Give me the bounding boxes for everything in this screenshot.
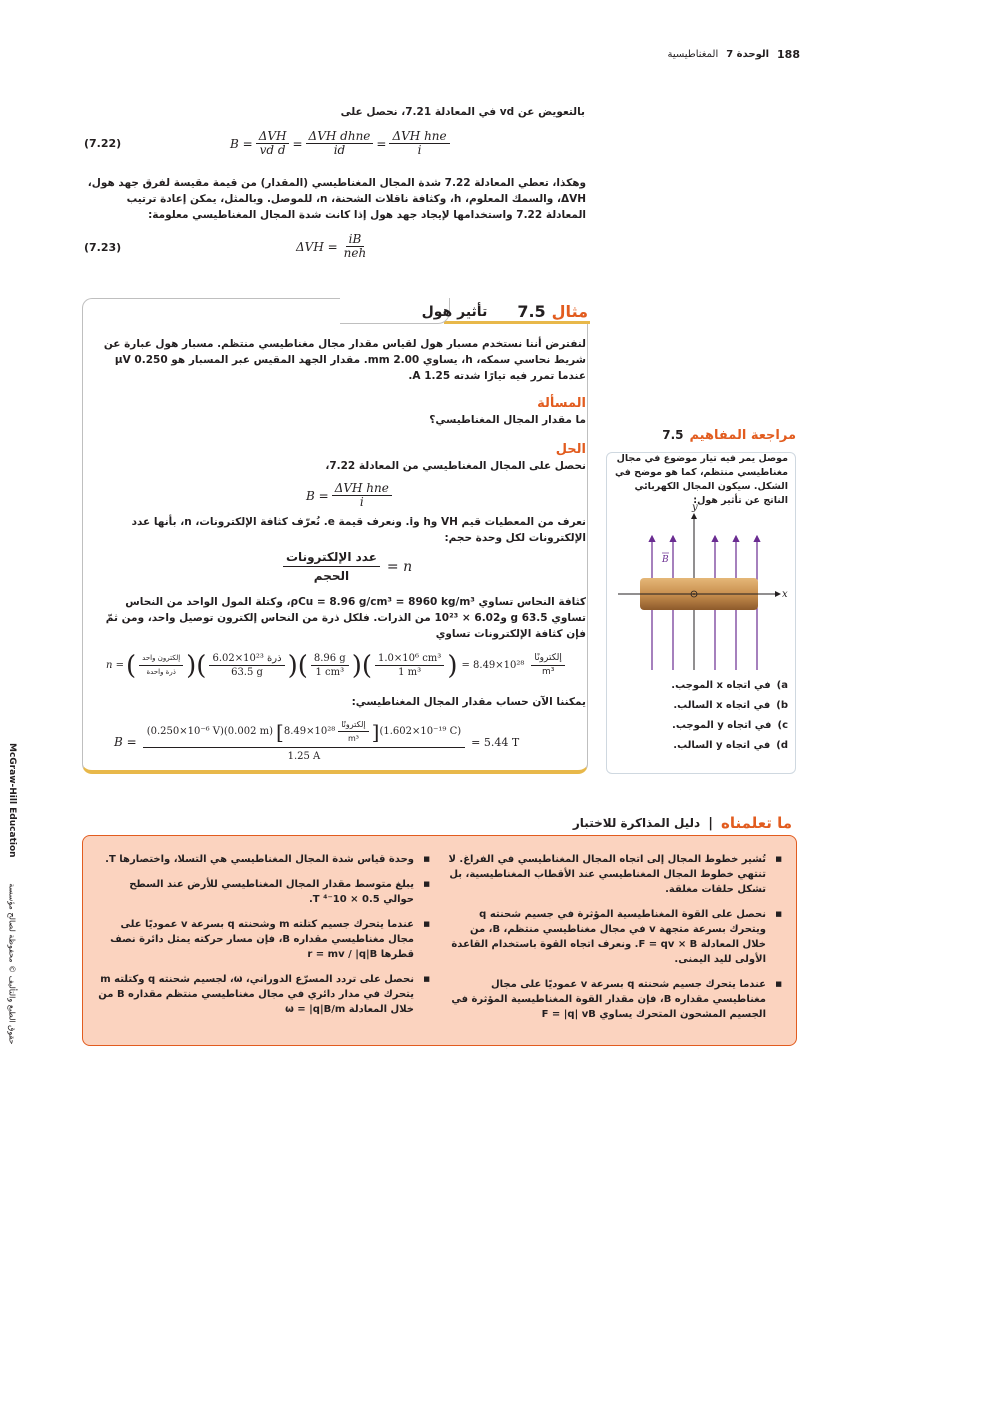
eq-723-number: (7.23) — [84, 241, 122, 254]
example-problem: لنفترض أننا نستخدم مسبار هول لقياس مقدار مجال مغناطيسي منتظم. مسبار هول عبارة عن شريط نحاسي سمكه، h، يساوي 2.00 mm. مقدار الجهد المقيس عبر المسبار هو 0.250 μV عندما تمرر فيه تيارًا شدته 1.25 A. — [103, 338, 586, 382]
intro-paragraph: وهكذا، تعطي المعادلة 7.22 شدة المجال المغناطيسي (المقدار) من قيمة مقيسة لفرق جهد هول، ΔVH، والسمك المعلوم، h، وكثافة ناقلات الشحنة، n، للموصل. وبالمثل، يمكن إعادة ترتيب المعادلة 7.22 واستخدامها لإيجاد جهد هول إذا كانت شدة المجال المغناطيسي معلومة: — [87, 177, 586, 221]
solution-text3: كثافة النحاس تساوي ρCu = 8.96 g/cm³ = 8960 kg/m³، وكتلة المول الواحد من النحاس تساوي 63.5 g و6.02 × 10²³ من الذرات. فلكل ذرة من النحاس إلكترون توصيل واحد، ومن ثمّ فإن كثافة الإلكترونات تساوي — [105, 596, 586, 640]
option-d[interactable] — [612, 740, 788, 751]
summary-heading — [500, 814, 792, 832]
question-heading: المسألة — [537, 396, 586, 411]
solution-text2: نعرف من المعطيات قيم VH وh وi. ونعرف قيمة e. نُعرّف كثافة الإلكترونات، n، بأنها عدد الإلكترونات لكل وحدة حجم: — [131, 516, 586, 544]
summary-item: ■ نحصل على القوة المغناطيسية المؤثرة في جسيم شحنته q ويتحرك بسرعة متجهة v في مجال مغناطيسي منتظم، B، من خلال المعادلة F = qv × B. ونعرف اتجاه القوة باستخدام القاعدة الأولى لليد اليمنى. — [448, 907, 782, 967]
concept-review-text: موصل يمر فيه تيار موضوع في مجال مغناطيسي منتظم، كما هو موضح في الشكل. سيكون المجال الكهربائي الناتج عن تأثير هول: — [615, 453, 788, 506]
example-number: 7.5 — [517, 302, 546, 321]
option-letter: a) — [776, 680, 788, 691]
option-text: في اتجاه y السالب. — [673, 740, 771, 751]
solution-eq1: B = $\frac{\text{ΔVH hne}}{i}$ — [306, 482, 395, 509]
summary-right-column — [448, 852, 782, 1032]
eq-722: B = $\frac{\text{ΔVH}}{\text{vd d}}$ = $\frac{\text{ΔVH dhne}}{id}$ = $\frac{\text{ΔVH hne}}{i}$ — [230, 130, 453, 157]
summary-item: ■ تُشير خطوط المجال إلى اتجاه المجال المغناطيسي في الفراغ. لا تنتهي خطوط المجال المغناطيسي عند الأقطاب المغناطيسية، بل تشكل حلقات مغلقة. — [448, 852, 782, 897]
unit-title: المغناطيسية — [667, 48, 719, 60]
option-a[interactable] — [612, 680, 788, 691]
hall-effect-diagram — [612, 500, 792, 680]
axis-x-label: x — [782, 589, 788, 600]
side-publisher: McGraw-Hill Education — [7, 743, 17, 858]
solution-intro: نحصل على المجال المغناطيسي من المعادلة 7.22، — [325, 460, 586, 472]
summary-item: ■ وحدة قياس شدة المجال المغناطيسي هي التسلا، واختصارها T. — [96, 852, 430, 867]
n-definition: $\frac{\text{عدد الإلكترونات}}{\text{الحجم}}$ = n — [280, 548, 412, 585]
eq-722-number: (7.22) — [84, 137, 122, 150]
eq-723: ΔVH = $\frac{iB}{\text{neh}}$ — [296, 232, 367, 260]
example-label: مثال — [551, 302, 588, 321]
option-letter: c) — [777, 720, 788, 731]
concept-review-number: 7.5 — [662, 428, 684, 442]
solution-heading: الحل — [555, 442, 586, 457]
summary-title-sep: | — [708, 815, 713, 831]
page-number: 188 — [777, 47, 800, 61]
example-title: تأثير هول — [421, 303, 488, 320]
option-letter: b) — [776, 700, 788, 711]
option-text: في اتجاه y الموجب. — [672, 720, 772, 731]
unit-label: الوحدة 7 — [726, 48, 770, 60]
summary-item: ■ نحصل على تردد المسرّع الدوراني، ω، لجسيم شحنته q وكتلته m يتحرك في مدار دائري في مجال مغناطيسي منتظم مقداره B من خلال المعادلة ω = |q|B/m — [96, 972, 430, 1017]
summary-item: ■ يبلغ متوسط مقدار المجال المغناطيسي للأرض عند السطح حوالي 0.5 × 10⁻⁴ T. — [96, 877, 430, 907]
summary-item: ■ عندما يتحرك جسيم شحنته q بسرعة v عموديًا على مجال مغناطيسي مقداره B، فإن مقدار القوة المغناطيسية المؤثرة في الجسيم المشحون المتحرك يساوي F = |q| vB — [448, 977, 782, 1022]
example-heading — [340, 302, 588, 321]
page-header — [640, 46, 800, 62]
summary-title-black: دليل المذاكرة للاختبار — [572, 816, 701, 830]
concept-review-title: مراجعة المفاهيم — [689, 427, 796, 443]
solution-text4: يمكننا الآن حساب مقدار المجال المغناطيسي: — [351, 696, 586, 708]
option-text: في اتجاه x الموجب. — [671, 680, 771, 691]
option-letter: d) — [776, 740, 788, 751]
n-calculation: n = ( $\frac{\text{إلكترون واحد}}{\text{ذرة واحدة}}$ )( $\frac{\text{6.02×10²³ ذرة}}{63.5 g}$ )( $\frac{8.96 g}{\text{1 cm³}}$ )( $\frac{\text{1.0×10⁶ cm³}}{\text{1 m³}}$ ) = 8.49×10²⁸ $\frac{\text{إلكترونًا}}{\text{m³}}$ — [106, 652, 568, 679]
side-copyright: حقوق الطبع والتأليف © محفوظة لصالح مؤسسة — [7, 883, 17, 1045]
summary-title-orange: ما تعلمناه — [720, 814, 792, 832]
option-c[interactable] — [612, 720, 788, 731]
option-b[interactable] — [612, 700, 788, 711]
option-text: في اتجاه x السالب. — [673, 700, 771, 711]
intro-sub-text: بالتعويض عن vd في المعادلة 7.21، نحصل على — [340, 106, 585, 118]
field-label: B — [662, 555, 669, 565]
b-calculation: B = (0.250×10⁻⁶ V)(0.002 m) [ 8.49×10²⁸ $\frac{\text{إلكترونًا}}{\text{m³}}$ ] (1.602×10⁻¹⁹ C) 1.25 A = 5.44 T — [114, 719, 520, 762]
concept-review-options — [612, 680, 788, 751]
summary-left-column — [96, 852, 430, 1027]
concept-review-header — [606, 426, 796, 444]
axis-y-label: y — [692, 502, 698, 513]
question-text: ما مقدار المجال المغناطيسي؟ — [429, 414, 586, 426]
summary-item: ■ عندما يتحرك جسيم كتلته m وشحنته q بسرعة v عموديًا على مجال مغناطيسي مقداره B، فإن مسار حركته يمثل دائرة نصف قطرها r = mv / |q|B — [96, 917, 430, 962]
